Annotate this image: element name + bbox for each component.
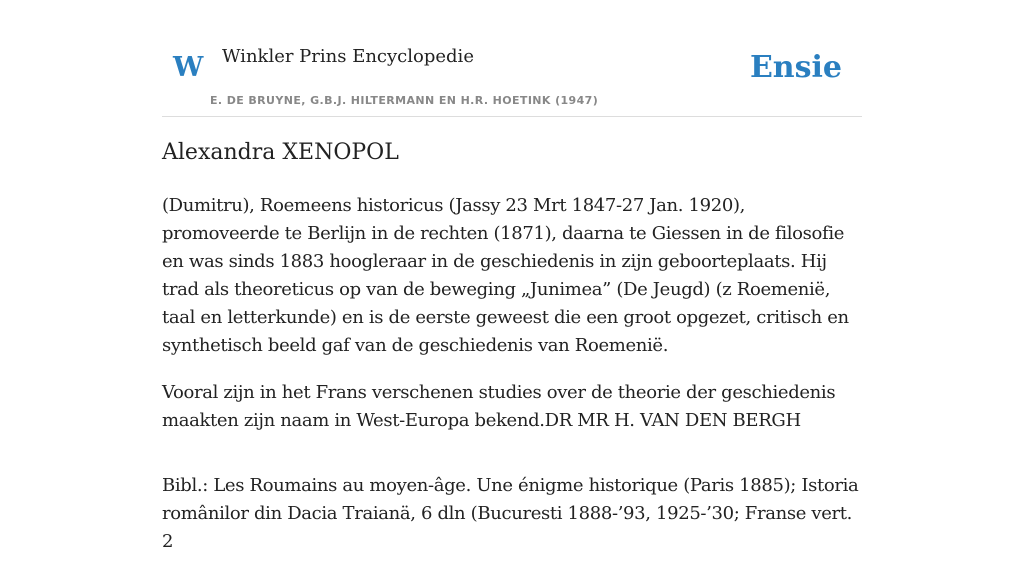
site-header [162, 40, 862, 117]
ensie-brand-logo[interactable]: Ensie [749, 50, 842, 85]
article-bibliography: Bibl.: Les Roumains au moyen-âge. Une énigme historique (Paris 1885); Istoria românilor din Dacia Traianä, 6 dln (Bucuresti 1888-’93, 1925-’30; Franse vert. 2 [162, 475, 859, 552]
source-title[interactable]: Winkler Prins Encyclopedie [222, 46, 474, 67]
source-authors: E. DE BRUYNE, G.B.J. HILTERMANN EN H.R. HOETINK (1947) [210, 94, 599, 107]
article-title: Alexandra XENOPOL [162, 140, 399, 165]
article-paragraph: Vooral zijn in het Frans verschenen studies over de theorie der geschiedenis maakten zijn naam in West-Europa bekend.DR MR H. VAN DEN BERGH [162, 382, 836, 431]
article-paragraph: (Dumitru), Roemeens historicus (Jassy 23 Mrt 1847-27 Jan. 1920), promoveerde te Berlijn in de rechten (1871), daarna te Giessen in de filosofie en was sinds 1883 hoogleraar in de geschiedenis in zijn geboorteplaats. Hij trad als theoreticus op van de beweging „Junimea” (De Jeugd) (z Roemenië, taal en letterkunde) en is de eerste geweest die een groot opgezet, critisch en synthetisch beeld gaf van de geschiedenis van Roemenië. [162, 195, 849, 356]
article-body [162, 192, 862, 575]
encyclopedia-logo-icon[interactable]: W [173, 52, 204, 83]
